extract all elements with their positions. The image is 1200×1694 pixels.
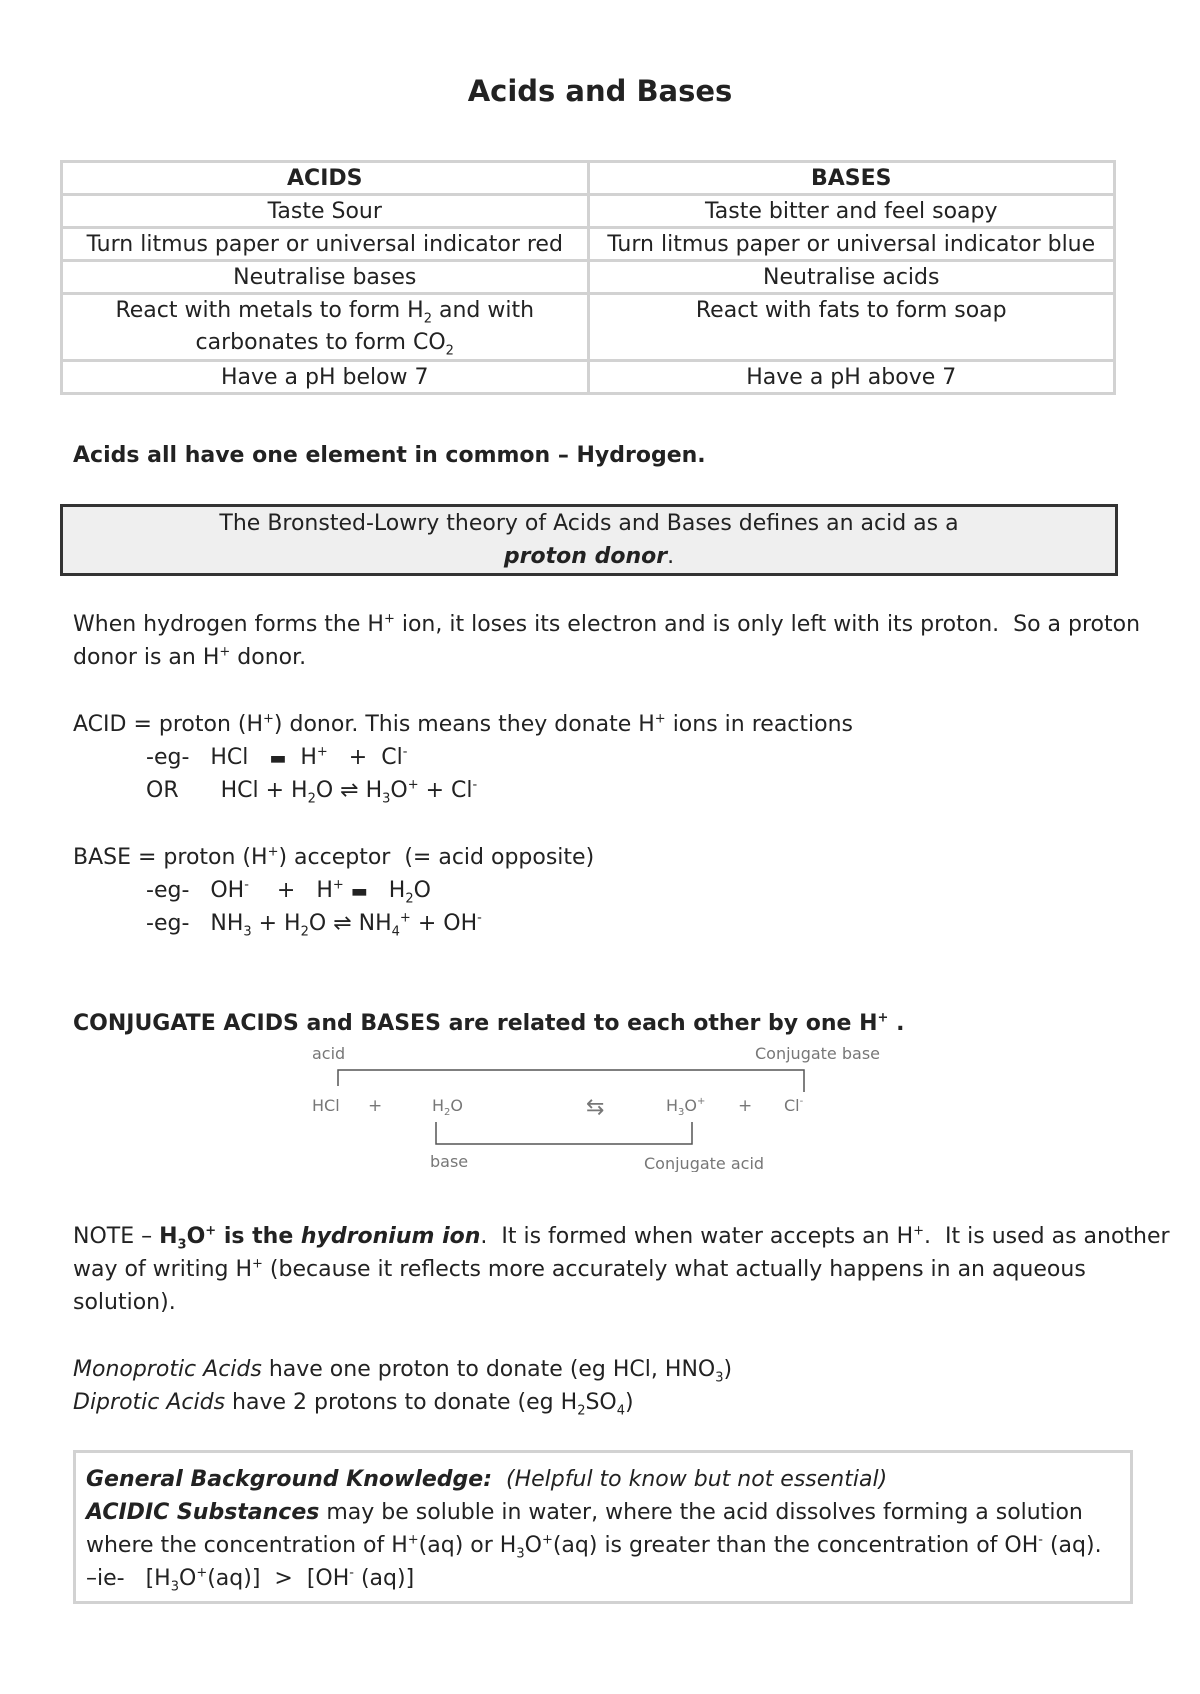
concentration-line: where the concentration of H+(aq) or $H_3O^+(aq)$ is greater than the concentration of OH- (aq). (86, 1532, 1102, 1562)
plus-sign: + (368, 1096, 383, 1116)
acid-label: acid (312, 1044, 346, 1063)
table-row (62, 294, 1115, 361)
note-prefix: NOTE – (73, 1224, 160, 1249)
chloride-formula: Cl- (784, 1096, 804, 1115)
acids-bases-table (60, 160, 1116, 395)
base-definition: BASE = proton (H+) acceptor (= acid opposite) (73, 844, 595, 870)
table-cell: Taste Sour (62, 195, 589, 228)
base-label: base (430, 1152, 469, 1171)
hydrogen-note: Acids all have one element in common – Hydrogen. (73, 443, 706, 468)
table-cell: Have a pH below 7 (62, 361, 589, 394)
theory-line-2 (63, 540, 1115, 573)
water-formula: $H_2O$ (432, 1096, 463, 1118)
acidic-label: ACIDIC Substances (86, 1500, 320, 1525)
eg-label: -eg- (146, 745, 190, 770)
proton-text-line-2: donor is an H+ donor. (73, 644, 307, 670)
page-title: Acids and Bases (467, 74, 733, 108)
acidic-text: may be soluble in water, where the acid dissolves forming a solution (319, 1500, 1083, 1525)
acids-header: ACIDS (62, 162, 589, 195)
table-row (62, 361, 1115, 394)
acidic-line (86, 1496, 1120, 1529)
theory-line-1: The Bronsted-Lowry theory of Acids and Bases defines an acid as a (219, 511, 959, 536)
hydronium-formula: $H_3O^+$ (666, 1096, 706, 1118)
monoprotic-line: Monoprotic Acids have one proton to donate (eg HCl, $HNO_3$) (73, 1357, 733, 1386)
equilibrium-arrow: ⇆ (586, 1095, 605, 1120)
theory-box (60, 504, 1118, 576)
base-eq-1: -eg- OH- + H+ ▬ $H_2O$ (146, 877, 431, 907)
note-line-1: NOTE – $H_3O^+$ is the hydronium ion. It is formed when water accepts an H+. It is used as another (73, 1223, 1170, 1253)
hcl-formula: HCl (312, 1096, 340, 1115)
table-row (62, 261, 1115, 294)
table-cell: Have a pH above 7 (588, 361, 1115, 394)
note-line-2: way of writing H+ (because it reflects more accurately what actually happens in an aqueous (73, 1256, 1086, 1282)
bases-header: BASES (588, 162, 1115, 195)
diprotic-line: Diprotic Acids have 2 protons to donate (eg $H_2SO_4$) (73, 1390, 634, 1419)
proton-donor-emph: proton donor (503, 544, 668, 569)
table-cell: Turn litmus paper or universal indicator red (62, 228, 589, 261)
table-cell: React with fats to form soap (588, 294, 1115, 361)
conjugate-pair-diagram (300, 1042, 920, 1172)
plus-sign-2: + (738, 1096, 753, 1116)
table-cell: Neutralise acids (588, 261, 1115, 294)
table-cell: Turn litmus paper or universal indicator blue (588, 228, 1115, 261)
base-eq-2: -eg- $NH_3 + H_2O$ ⇌ $NH_4^+ + OH^-$ (146, 910, 482, 940)
base-conjacid-bracket (436, 1122, 692, 1144)
general-heading-line (86, 1463, 1120, 1496)
eg-label: -eg- (146, 878, 190, 903)
table-row (62, 228, 1115, 261)
general-heading: General Background Knowledge: (86, 1467, 493, 1492)
conjugate-heading: CONJUGATE ACIDS and BASES are related to each other by one H+ . (73, 1010, 905, 1036)
proton-text-line-1: When hydrogen forms the H+ ion, it loses its electron and is only left with its proton. So a proton (73, 611, 1141, 637)
table-row (62, 195, 1115, 228)
ie-line: –ie- $[H_3O^+(aq)] > [OH^-$ (aq)] (86, 1565, 415, 1595)
general-background-box (73, 1450, 1133, 1604)
table-cell: Neutralise bases (62, 261, 589, 294)
table-cell: React with metals to form $H_2$ and with carbonates to form $CO_2$ (62, 294, 589, 361)
monoprotic-label: Monoprotic Acids (73, 1357, 262, 1382)
note-line-3: solution). (73, 1290, 176, 1315)
acid-definition: ACID = proton (H+) donor. This means they donate H+ ions in reactions (73, 711, 853, 737)
table-cell: Taste bitter and feel soapy (588, 195, 1115, 228)
diprotic-label: Diprotic Acids (73, 1390, 226, 1415)
acid-eq-2: OR HCl + $H_2O$ ⇌ $H_3O^+ + Cl^-$ (146, 777, 478, 807)
table-header-row (62, 162, 1115, 195)
general-heading-note: (Helpful to know but not essential) (506, 1467, 888, 1492)
acid-conjbase-bracket (338, 1070, 804, 1092)
period: . (667, 544, 675, 569)
conjugate-acid-label: Conjugate acid (644, 1154, 765, 1172)
acid-eq-1: -eg- HCl ▬ H+ + Cl- (146, 744, 408, 770)
hydronium-term: hydronium ion (300, 1224, 481, 1249)
or-label: OR (146, 778, 179, 803)
conjugate-base-label: Conjugate base (755, 1044, 880, 1063)
